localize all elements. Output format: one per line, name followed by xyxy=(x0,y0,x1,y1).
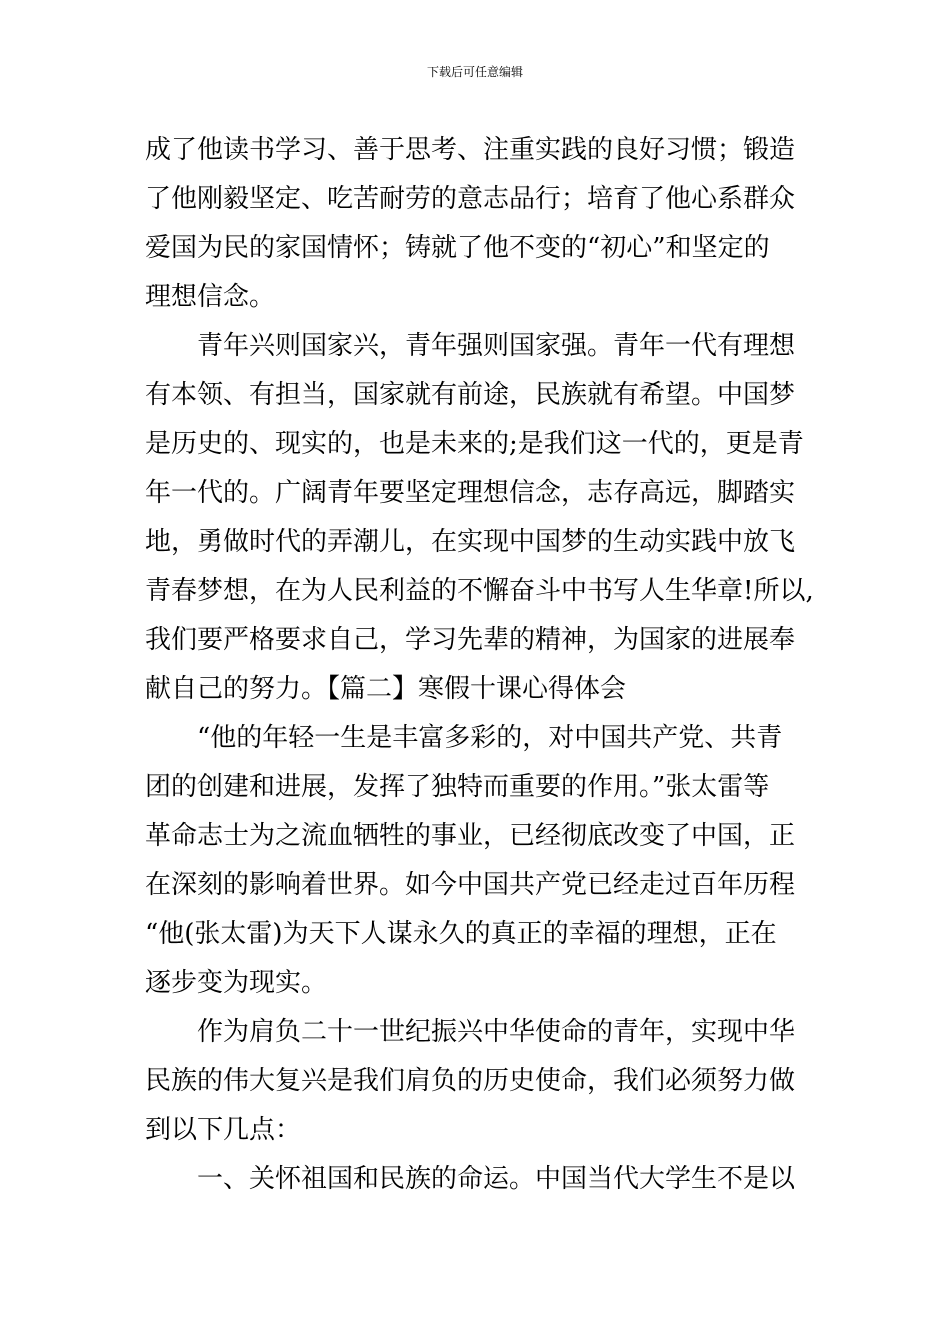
text-line: 逐步变为现实。 xyxy=(145,968,328,998)
text-line: 地，勇做时代的弄潮儿，在实现中国梦的生动实践中放飞 xyxy=(145,527,796,557)
text-line: 青春梦想，在为人民利益的不懈奋斗中书写人生华章!所以, xyxy=(145,576,814,606)
text-line: “他的年轻一生是丰富多彩的，对中国共产党、共青 xyxy=(145,723,783,753)
text-line: 了他刚毅坚定、吃苦耐劳的意志品行；培育了他心系群众 xyxy=(145,184,796,214)
text-line: “他(张太雷)为天下人谋永久的真正的幸福的理想，正在 xyxy=(145,919,777,949)
text-line: 献自己的努力。【篇二】寒假十课心得体会 xyxy=(145,674,627,704)
text-line: 革命志士为之流血牺牲的事业，已经彻底改变了中国，正 xyxy=(145,821,796,851)
text-line: 理想信念。 xyxy=(145,282,276,312)
text-line: 在深刻的影响着世界。如今中国共产党已经走过百年历程 xyxy=(145,870,796,900)
text-line: 是历史的、现实的，也是未来的;是我们这一代的，更是青 xyxy=(145,429,804,459)
text-line: 我们要严格要求自己，学习先辈的精神，为国家的进展奉 xyxy=(145,625,796,655)
text-line: 到以下几点： xyxy=(145,1115,302,1145)
text-line: 青年兴则国家兴，青年强则国家强。青年一代有理想 xyxy=(145,331,796,361)
text-line: 团的创建和进展，发挥了独特而重要的作用。”张太雷等 xyxy=(145,772,770,802)
body-text xyxy=(145,126,835,1204)
text-line: 有本领、有担当，国家就有前途，民族就有希望。中国梦 xyxy=(145,380,796,410)
text-line: 一、关怀祖国和民族的命运。中国当代大学生不是以 xyxy=(145,1164,796,1194)
text-line: 年一代的。广阔青年要坚定理想信念，志存高远，脚踏实 xyxy=(145,478,796,508)
text-line: 作为肩负二十一世纪振兴中华使命的青年，实现中华 xyxy=(145,1017,796,1047)
text-line: 爱国为民的家国情怀；铸就了他不变的“初心”和坚定的 xyxy=(145,233,770,263)
page-header: 下载后可任意编辑 xyxy=(426,65,523,79)
text-line: 民族的伟大复兴是我们肩负的历史使命，我们必须努力做 xyxy=(145,1066,796,1096)
text-line: 成了他读书学习、善于思考、注重实践的良好习惯；锻造 xyxy=(145,135,796,165)
